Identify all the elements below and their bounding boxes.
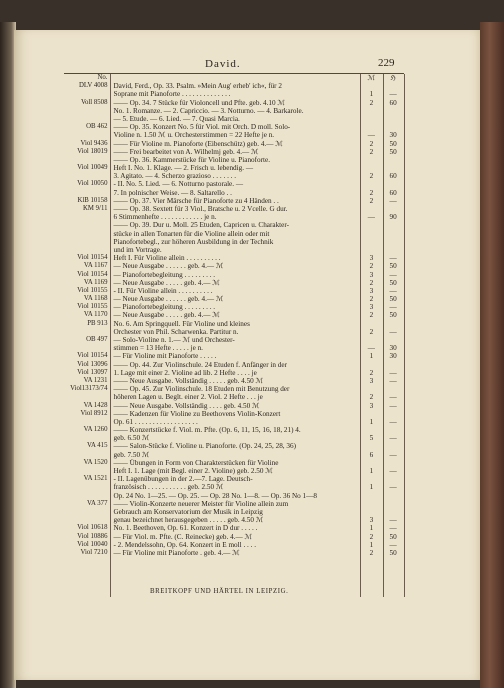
price-pfennig	[382, 336, 404, 344]
price-mark	[361, 238, 383, 246]
signature-cell: VA 1428	[83, 401, 108, 409]
price-pfennig: —	[389, 286, 397, 295]
entry-text: 3. Agitato. — 4. Scherzo grazioso . . . . . . .	[113, 172, 237, 181]
price-pfennig	[382, 492, 404, 500]
signature-cell	[64, 172, 109, 180]
price-mark: 3	[369, 254, 374, 263]
catalog-row	[64, 156, 404, 164]
entry-text: Op. 24 No. 1—25. — Op. 25. — Op. 28 No. 1—8. — Op. 36 No 1—8	[113, 491, 317, 500]
price-mark	[361, 82, 383, 90]
price-mark	[361, 123, 383, 131]
catalog-row	[64, 516, 404, 524]
price-mark: 2	[369, 188, 374, 197]
catalog-row	[64, 451, 404, 459]
price-mark	[361, 492, 383, 500]
entry-text: Gebrauch am Konservatorium der Musik in Leipzig	[113, 507, 263, 516]
page-number: 229	[378, 57, 395, 69]
entry-text: Heft I. Für Violine allein . . . . . . . . . .	[113, 254, 221, 263]
catalog-row	[64, 254, 404, 262]
catalog-row	[64, 377, 404, 385]
signature-cell: Viol 9436	[80, 139, 108, 147]
signature-cell: PB 913	[87, 319, 108, 327]
entry-text: 7. In polnischer Weise. — 8. Saltarello . .	[113, 188, 232, 197]
price-pfennig	[382, 385, 404, 393]
catalog-row	[64, 508, 404, 516]
price-pfennig	[382, 442, 404, 450]
price-pfennig: —	[389, 434, 397, 443]
signature-cell: Viol 10154	[77, 352, 108, 360]
signature-cell	[64, 213, 109, 221]
price-mark: 2	[369, 139, 374, 148]
entry-text: —— Op. 37. Vier Märsche für Pianoforte zu 4 Händen . .	[113, 196, 279, 205]
entry-text: —— Op. 36. Kammerstücke für Violine u. Pianoforte.	[113, 155, 271, 164]
catalog-row	[64, 107, 404, 115]
entry-text: stimmen = 13 Hefte . . . . . je n.	[113, 344, 203, 353]
price-pfennig	[382, 238, 404, 246]
price-mark	[361, 246, 383, 254]
price-mark: 2	[369, 295, 374, 304]
signature-cell: VA 1521	[83, 475, 108, 483]
price-mark: 3	[369, 516, 374, 525]
entry-text: David, Ferd., Op. 33. Psalm. »Mein Aug' erheb' ich«, für 2	[113, 82, 282, 91]
price-pfennig: —	[389, 401, 397, 410]
signature-cell: VA 1168	[83, 295, 108, 303]
price-mark	[361, 205, 383, 213]
signature-cell: Viol 10049	[77, 164, 108, 172]
catalog-row	[64, 410, 404, 418]
signature-cell: OB 462	[86, 123, 108, 131]
price-mark: 1	[369, 483, 374, 492]
price-mark: 1	[369, 524, 374, 533]
price-pfennig: 50	[389, 147, 397, 156]
price-pfennig: —	[389, 303, 397, 312]
entry-text: Heft I. No. 1. Klage. — 2. Frisch u. lebendig. —	[113, 164, 254, 173]
catalog-row	[64, 328, 404, 336]
price-mark: 3	[369, 286, 374, 295]
signature-cell: VA 415	[87, 442, 108, 450]
signature-cell: Viol 10154	[77, 254, 108, 262]
entry-text: — Für Violine mit Pianoforte . geb. 4.— ℳ	[113, 548, 240, 557]
price-mark	[361, 410, 383, 418]
price-pfennig	[382, 156, 404, 164]
entry-text: Op. 61 . . . . . . . . . . . . . . . . . .	[113, 417, 198, 426]
price-pfennig: 30	[389, 344, 397, 353]
catalog-row	[64, 434, 404, 442]
price-pfennig	[382, 164, 404, 172]
book-spine	[480, 22, 504, 688]
price-mark	[361, 164, 383, 172]
catalog-row	[64, 115, 404, 123]
price-pfennig: 30	[389, 131, 397, 140]
catalog-row	[64, 246, 404, 254]
catalog-row	[64, 303, 404, 311]
price-mark	[361, 459, 383, 467]
entry-text: französisch . . . . . . . . . . . geb. 2.50 ℳ	[113, 483, 224, 492]
price-pfennig	[382, 500, 404, 508]
catalog-row	[64, 361, 404, 369]
entry-text: —— Salon-Stücke f. Violine u. Pianoforte. (Op. 24, 25, 28, 36)	[113, 442, 296, 451]
entry-text: Violine n. 1.50 ℳ u. Orchesterstimmen = 22 Hefte je n.	[113, 131, 275, 140]
price-mark: 2	[369, 548, 374, 557]
signature-cell	[64, 344, 109, 352]
signature-cell: Viol 10155	[77, 286, 108, 294]
price-mark: 2	[369, 327, 374, 336]
signature-cell	[64, 451, 109, 459]
entry-text: 6 Stimmenhefte . . . . . . . . . . . . je n.	[113, 213, 217, 222]
catalog-row	[64, 238, 404, 246]
price-pfennig: —	[389, 327, 397, 336]
signature-cell: DLV 4008	[78, 82, 108, 90]
price-mark: 1	[369, 90, 374, 99]
price-pfennig: 50	[389, 532, 397, 541]
price-pfennig	[382, 508, 404, 516]
entry-text: genau bezeichnet herausgegeben . . . . . geb. 4.50 ℳ	[113, 516, 264, 525]
signature-cell: Viol 13096	[77, 360, 108, 368]
entry-text: — Neue Ausgabe . . . . . . geb. 4.— ℳ	[113, 295, 224, 304]
catalog-row	[64, 336, 404, 344]
entry-text: — Solo-Violine n. 1.— ℳ und Orchester-	[113, 336, 235, 344]
catalog-row	[64, 352, 404, 360]
price-mark: 2	[369, 147, 374, 156]
price-mark	[361, 361, 383, 369]
signature-cell	[64, 516, 109, 524]
price-mark	[361, 230, 383, 238]
catalog-row	[64, 549, 404, 557]
signature-cell	[64, 90, 109, 98]
price-mark: 2	[369, 532, 374, 541]
entry-text: 1. Lage mit einer 2. Violine ad lib. 2 Hefte . . . . je	[113, 368, 257, 377]
signature-cell	[64, 418, 109, 426]
price-pfennig	[382, 410, 404, 418]
entry-text: —— Neue Ausgabe. Vollständig . . . . geb. 4.50 ℳ	[113, 401, 260, 410]
catalog-row	[64, 287, 404, 295]
price-pfennig: —	[389, 540, 397, 549]
price-pfennig: 60	[389, 172, 397, 181]
price-pfennig	[382, 221, 404, 229]
entry-text: — Neue Ausgabe . . . . . . geb. 4.— ℳ	[113, 262, 224, 271]
price-pfennig: 60	[389, 98, 397, 107]
publisher-footer: BREITKOPF UND HÄRTEL IN LEIPZIG.	[150, 588, 289, 595]
entry-text: —— Op. 44. Zur Violinschule. 24 Etuden f. Anfänger in der	[113, 360, 287, 369]
catalog-row	[64, 262, 404, 270]
price-pfennig	[382, 426, 404, 434]
catalog-row	[64, 500, 404, 508]
entry-text: - II. Lagenübungen in der 2.—7. Lage. Deutsch-	[113, 475, 253, 484]
catalog-row	[64, 82, 404, 90]
price-pfennig	[382, 246, 404, 254]
catalog-row	[64, 467, 404, 475]
price-pfennig: —	[389, 90, 397, 99]
catalog-row	[64, 344, 404, 352]
price-pfennig	[382, 205, 404, 213]
signature-cell: Viol13173/74	[70, 385, 108, 393]
no-column-label: No.	[97, 74, 108, 81]
catalog-row	[64, 230, 404, 238]
catalog-row	[64, 197, 404, 205]
price-mark	[361, 115, 383, 123]
price-mark: 2	[369, 278, 374, 287]
price-pfennig: —	[389, 368, 397, 377]
catalog-row	[64, 475, 404, 483]
price-pfennig: —	[389, 483, 397, 492]
price-mark	[361, 385, 383, 393]
entry-text: — Pianofortebegleitung . . . . . . . . .	[113, 303, 216, 312]
signature-cell	[64, 238, 109, 246]
catalog-row	[64, 533, 404, 541]
signature-cell	[64, 508, 109, 516]
entry-text: — Pianofortebegleitung . . . . . . . . .	[113, 270, 216, 279]
entry-text: No. 1. Romanze. — 2. Capriccio. — 3. Notturno. — 4. Barkarole.	[113, 106, 304, 115]
catalog-row	[64, 524, 404, 532]
column-header-row	[64, 74, 404, 82]
price-mark: 2	[369, 368, 374, 377]
signature-cell	[64, 492, 109, 500]
signature-cell	[64, 467, 109, 475]
signature-cell	[64, 189, 109, 197]
catalog-row	[64, 189, 404, 197]
price-mark	[361, 500, 383, 508]
price-pfennig: —	[389, 393, 397, 402]
entry-text: — Neue Ausgabe . . . . . geb. 4.— ℳ	[113, 311, 220, 320]
catalog-row	[64, 385, 404, 393]
catalog-row	[64, 131, 404, 139]
entry-text: —— Violin-Konzerte neuerer Meister für Violine allein zum	[113, 499, 289, 508]
entry-text: —— Op. 38. Sextett für 3 Viol., Bratsche u. 2 Vcelle. G dur.	[113, 205, 288, 213]
signature-cell	[64, 230, 109, 238]
entry-text: —— Für Violine m. Pianoforte (Eibenschütz) geb. 4.— ℳ	[113, 139, 283, 148]
signature-cell: VA 1167	[83, 262, 108, 270]
price-pfennig	[382, 320, 404, 328]
price-mark: 2	[369, 98, 374, 107]
catalog-row	[64, 221, 404, 229]
signature-cell: Viol 10886	[77, 532, 108, 540]
price-pfennig: —	[389, 516, 397, 525]
catalog-row	[64, 271, 404, 279]
signature-cell	[64, 115, 109, 123]
price-pfennig	[382, 180, 404, 188]
price-mark: 6	[369, 450, 374, 459]
entry-text: - 2. Mendelssohn, Op. 64. Konzert in E moll . . . .	[113, 540, 257, 549]
price-mark: 1	[369, 467, 374, 475]
signature-cell	[64, 393, 109, 401]
entry-text: —— Op. 45. Zur Violinschule. 18 Etuden mit Benutzung der	[113, 385, 290, 394]
entry-text: —— Op. 34. 7 Stücke für Violoncell und Pfte. geb. 4.10 ℳ	[113, 98, 286, 107]
price-pfennig	[382, 82, 404, 90]
signature-cell: Viol 10154	[77, 270, 108, 278]
price-mark	[361, 336, 383, 344]
price-mark	[361, 442, 383, 450]
price-pfennig: —	[389, 524, 397, 533]
signature-cell: VA 1520	[83, 458, 108, 466]
price-pfennig: —	[389, 450, 397, 459]
entry-text: — Für Viol. m. Pfte. (C. Reinecke) geb. 4.— ℳ	[113, 532, 253, 541]
entry-text: —— Op. 35. Konzert No. 5 für Viol. mit Orch. D moll. Solo-	[113, 123, 291, 132]
price-pfennig: 50	[389, 278, 397, 287]
signature-cell: Viol 10050	[77, 180, 108, 188]
price-mark: 2	[369, 262, 374, 271]
signature-cell: OB 497	[86, 336, 108, 343]
catalog-row	[64, 418, 404, 426]
catalog-row	[64, 123, 404, 131]
price-mark: 1	[369, 417, 374, 426]
entry-text: —— Übungen in Form von Charakterstücken für Violine	[113, 458, 279, 467]
signature-cell: Viol 8912	[80, 409, 108, 417]
entry-text: —— Kadenzen für Violine zu Beethovens Violin-Konzert	[113, 409, 281, 418]
signature-cell: Voll 8508	[80, 98, 108, 106]
price-pfennig: 30	[389, 352, 397, 361]
price-mark	[361, 475, 383, 483]
signature-cell: KM 9/11	[83, 205, 108, 212]
entry-text: Heft I. 1. Lage (mit Begl. einer 2. Violine) geb. 2.50 ℳ	[113, 467, 273, 475]
price-mark	[361, 426, 383, 434]
entry-text: Orchester von Phil. Scharwenka. Partitur n.	[113, 327, 239, 336]
price-pfennig: —	[389, 196, 397, 205]
price-pfennig	[382, 475, 404, 483]
signature-cell: VA 1170	[83, 311, 108, 319]
price-pfennig: 50	[389, 311, 397, 320]
entry-text: — Neue Ausgabe . . . . . geb. 4.— ℳ	[113, 278, 220, 287]
catalog-row	[64, 426, 404, 434]
entry-text: geb. 6.50 ℳ	[113, 434, 150, 443]
price-pfennig	[382, 459, 404, 467]
signature-cell: VA 1231	[83, 376, 108, 384]
price-pfennig	[382, 361, 404, 369]
price-pfennig	[382, 230, 404, 238]
price-pfennig: 50	[389, 262, 397, 271]
catalog-row	[64, 402, 404, 410]
catalog-row	[64, 393, 404, 401]
signature-cell	[64, 221, 109, 229]
price-mark: 2	[369, 311, 374, 320]
signature-cell	[64, 107, 109, 115]
mark-column-label: ℳ	[367, 74, 376, 82]
price-pfennig	[382, 107, 404, 115]
signature-cell: Viol 18019	[77, 147, 108, 155]
price-pfennig: —	[389, 376, 397, 385]
price-mark: 3	[369, 303, 374, 312]
catalog-row	[64, 205, 404, 213]
signature-cell: Viol 10040	[77, 540, 108, 548]
catalog-row	[64, 148, 404, 156]
price-mark: 3	[369, 270, 374, 279]
signature-cell	[64, 156, 109, 164]
entry-text: geb. 7.50 ℳ	[113, 450, 150, 459]
signature-cell	[64, 483, 109, 491]
entry-text: No. 1. Beethoven, Op. 61. Konzert in D dur . . . . .	[113, 524, 258, 533]
entry-text: — Für Violine mit Pianoforte . . . . .	[113, 352, 217, 361]
page-title: David.	[205, 58, 241, 70]
price-pfennig: 50	[389, 139, 397, 148]
price-mark	[361, 180, 383, 188]
signature-cell: VA 1260	[83, 426, 108, 434]
price-pfennig: 90	[389, 213, 397, 222]
entry-text: — 5. Etude. — 6. Lied. — 7. Quasi Marcia.	[113, 114, 240, 123]
price-mark	[361, 156, 383, 164]
entry-text: —— Frei bearbeitet von A. Wilhelmj geb. 4.— ℳ	[113, 147, 259, 156]
price-mark: 3	[369, 401, 374, 410]
catalog-row	[64, 279, 404, 287]
price-pfennig	[382, 115, 404, 123]
catalog-row	[64, 164, 404, 172]
signature-cell: VA 1169	[83, 278, 108, 286]
entry-text: —— Konzertstücke f. Viol. m. Pfte. (Op. 6, 11, 15, 16, 18, 21) 4.	[113, 426, 301, 435]
entry-text: —— Neue Ausgabe. Vollständig . . . . . geb. 4.50 ℳ	[113, 376, 264, 385]
price-mark	[361, 107, 383, 115]
price-pfennig: 60	[389, 188, 397, 197]
price-mark: —	[367, 344, 375, 353]
catalog-row	[64, 213, 404, 221]
signature-cell	[64, 434, 109, 442]
entry-text: höheren Lagen u. Beglt. einer 2. Viol. 2 Hefte . . . je	[113, 393, 263, 402]
catalog-row	[64, 140, 404, 148]
signature-cell	[64, 246, 109, 254]
price-mark: 1	[369, 352, 374, 361]
entry-text: No. 6. Am Springquell. Für Violine und kleines	[113, 319, 250, 328]
price-mark	[361, 320, 383, 328]
catalog-row	[64, 541, 404, 549]
signature-cell	[64, 131, 109, 139]
price-mark: —	[367, 131, 375, 140]
catalog-row	[64, 311, 404, 319]
price-pfennig: —	[389, 467, 397, 475]
catalog-row	[64, 320, 404, 328]
entry-text: —— Op. 39. Dur u. Moll. 25 Etuden, Capricen u. Charakter-	[113, 221, 289, 230]
signature-cell: Viol 7210	[80, 548, 108, 556]
catalog-row	[64, 90, 404, 98]
catalog-row	[64, 180, 404, 188]
price-pfennig: —	[389, 270, 397, 279]
price-mark: 2	[369, 196, 374, 205]
price-pfennig: —	[389, 417, 397, 426]
catalog-row	[64, 295, 404, 303]
catalog-row	[64, 492, 404, 500]
catalog-row	[64, 99, 404, 107]
catalog-row	[64, 459, 404, 467]
signature-cell: Viol 13097	[77, 368, 108, 376]
catalog-row	[64, 442, 404, 450]
entry-text: stücke in allen Tonarten für die Violine allein oder mit	[113, 229, 270, 238]
entry-text: - II. No. 5. Lied. — 6. Notturno pastorale. —	[113, 180, 244, 189]
catalog-entries	[64, 74, 404, 557]
price-mark: 5	[369, 434, 374, 443]
price-mark	[361, 221, 383, 229]
signature-cell: Viol 10618	[77, 524, 108, 532]
entry-text: Soprane mit Pianoforte . . . . . . . . . . . . . .	[113, 90, 231, 99]
price-mark: 3	[369, 376, 374, 385]
price-mark: 2	[369, 393, 374, 402]
price-mark	[361, 508, 383, 516]
price-pfennig: —	[389, 254, 397, 263]
signature-cell: VA 377	[87, 499, 108, 507]
entry-text: und im Vortrage.	[113, 245, 162, 254]
entry-text: - II. Für Violine allein . . . . . . . . . .	[113, 286, 213, 295]
price-pfennig	[382, 123, 404, 131]
catalog-row	[64, 172, 404, 180]
signature-cell	[64, 328, 109, 336]
price-mark: —	[367, 213, 375, 222]
signature-cell: Viol 10155	[77, 303, 108, 311]
price-mark: 1	[369, 540, 374, 549]
price-pfennig: 50	[389, 548, 397, 557]
catalog-row	[64, 483, 404, 491]
catalog-row	[64, 369, 404, 377]
signature-cell: KlB 10158	[77, 196, 108, 204]
price-pfennig: 50	[389, 295, 397, 304]
entry-text: Pianofortebegl., zur höheren Ausbildung in der Technik	[113, 237, 274, 246]
pf-column-label: ℌ	[390, 74, 396, 82]
price-mark: 2	[369, 172, 374, 181]
